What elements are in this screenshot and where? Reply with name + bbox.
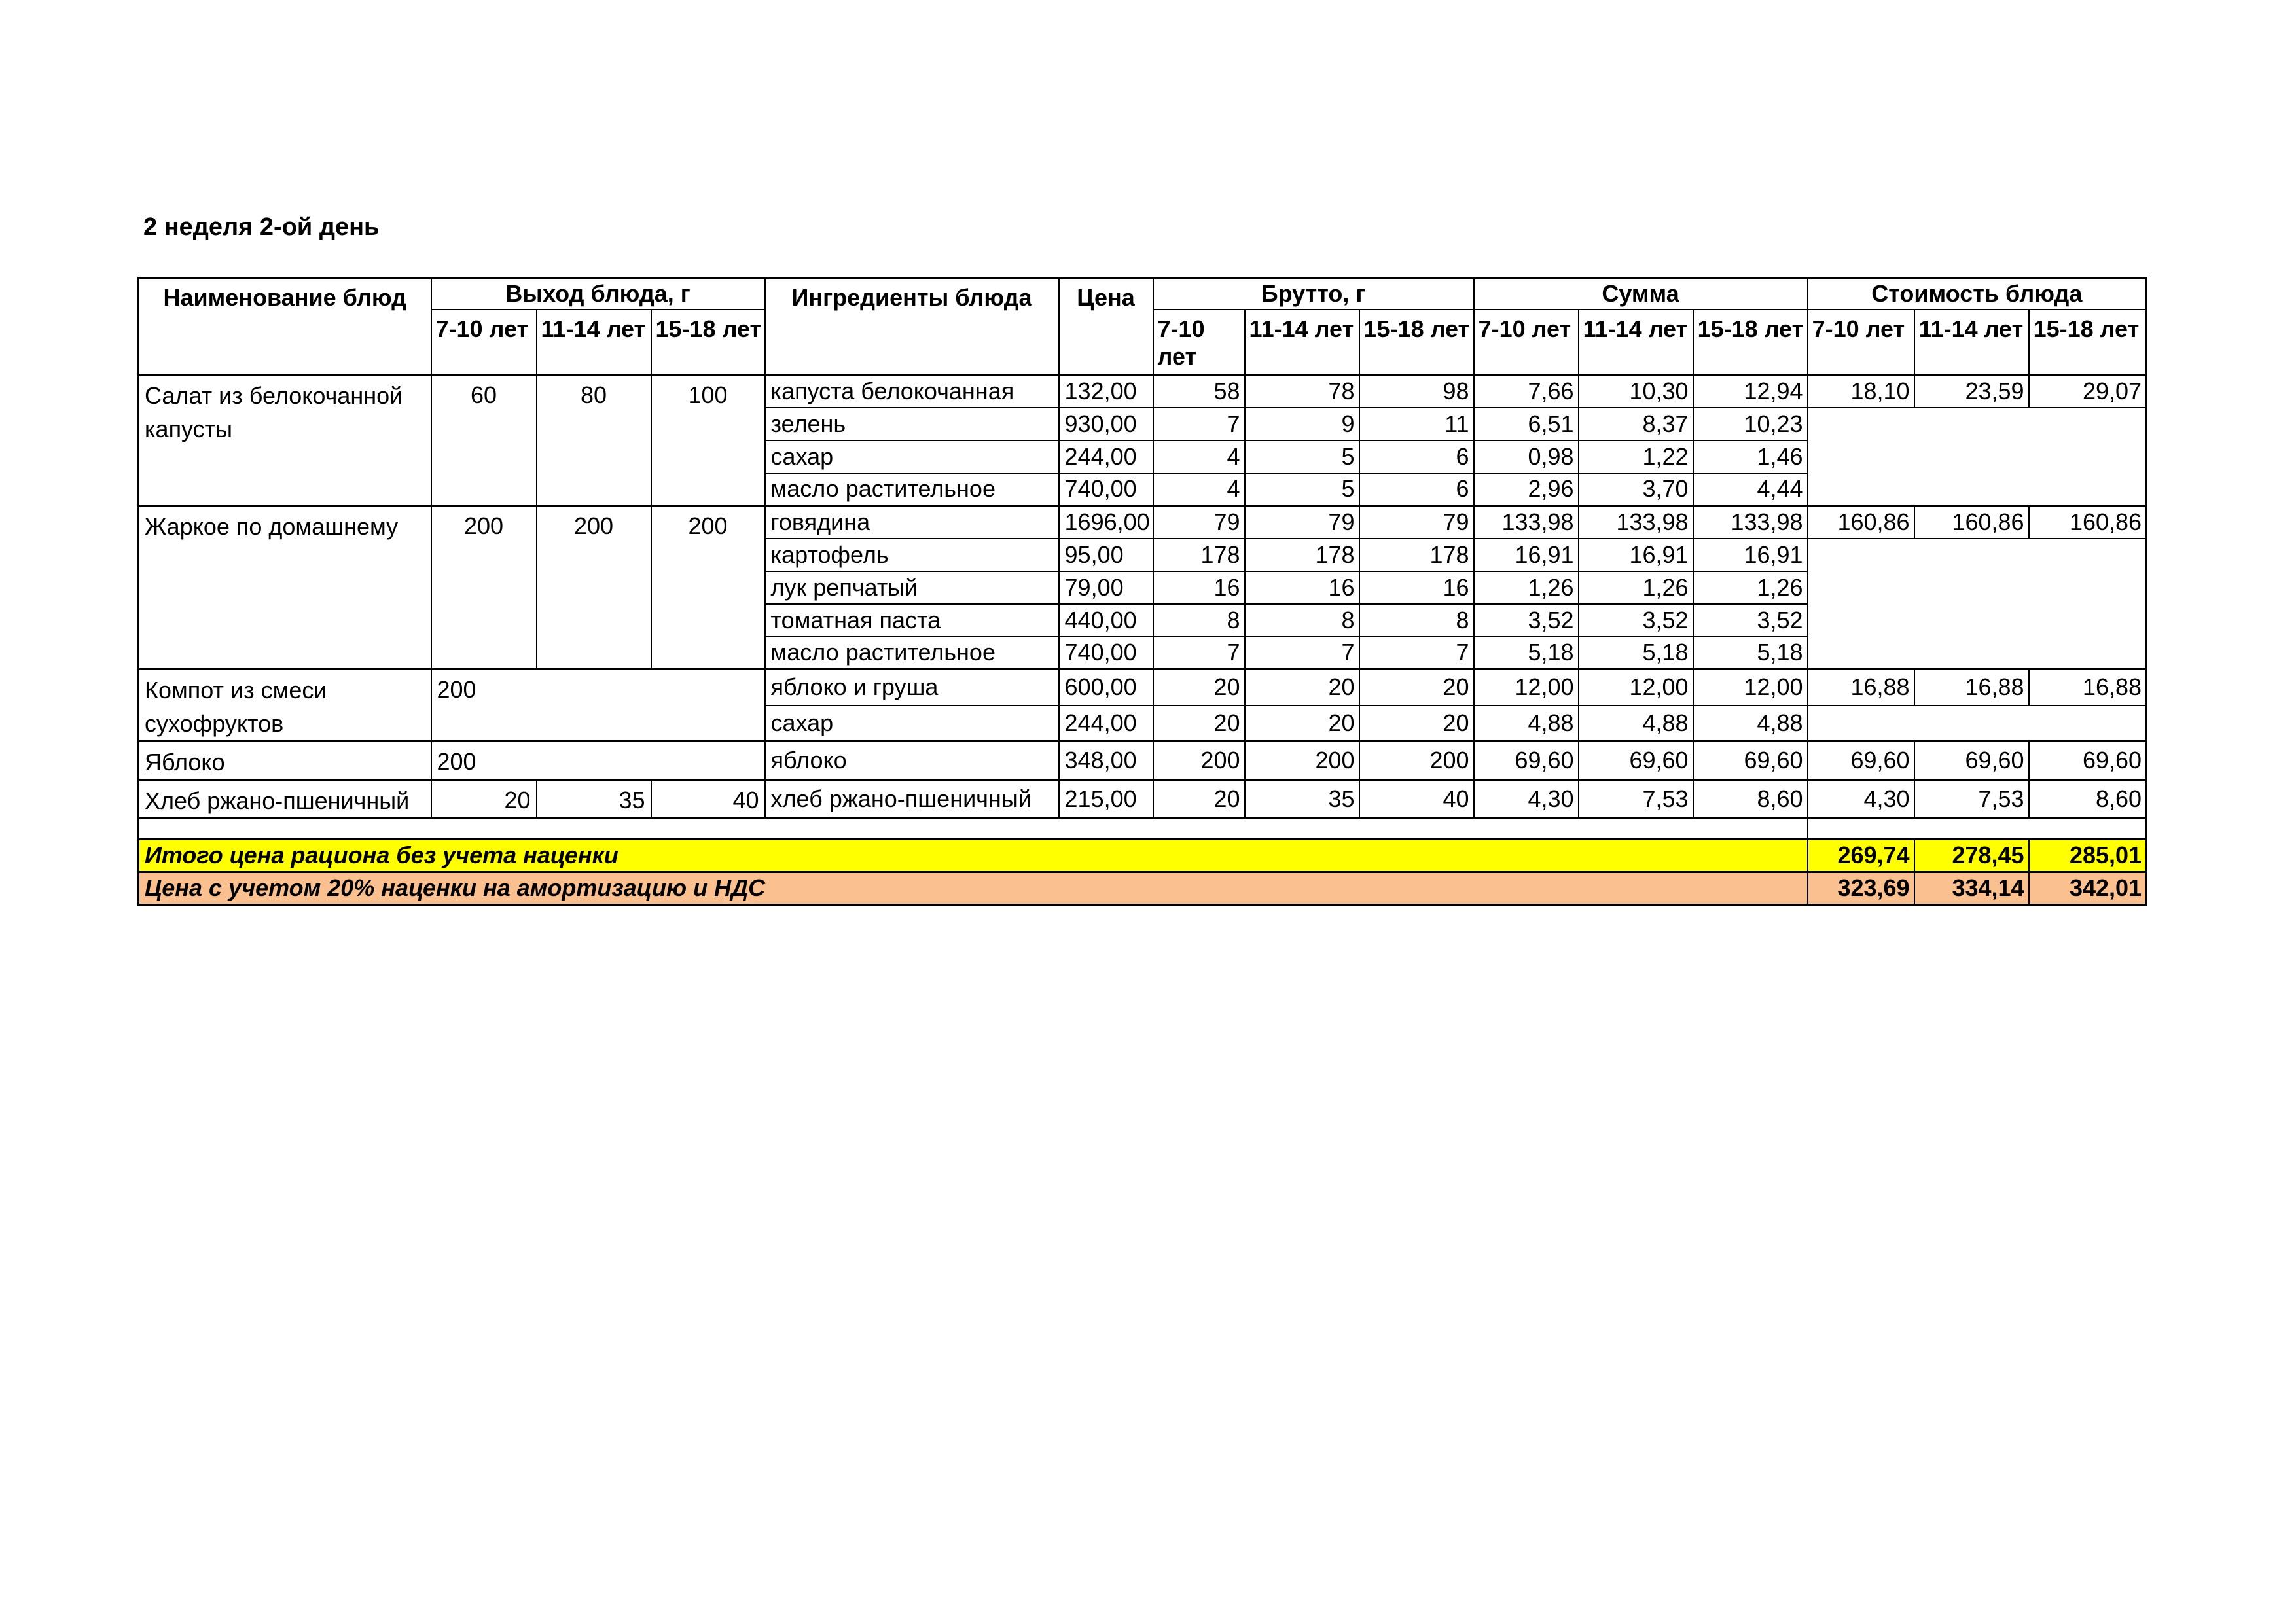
gross-value: 16: [1153, 571, 1245, 604]
total-row-value: 323,69: [1808, 872, 1914, 904]
table-row: [139, 506, 2147, 539]
sum-value: 10,30: [1579, 375, 1693, 408]
output-value: 20: [431, 780, 537, 819]
gross-value: 20: [1153, 669, 1245, 705]
cost-value: 16,88: [1808, 669, 1914, 705]
dish-name: Жаркое по домашнему: [139, 506, 431, 669]
cost-value: 16,88: [2029, 669, 2147, 705]
gross-value: 98: [1359, 375, 1474, 408]
sum-value: 3,52: [1693, 604, 1808, 637]
gross-value: 79: [1153, 506, 1245, 539]
output-value: 200: [431, 741, 765, 780]
gross-value: 20: [1245, 669, 1359, 705]
gross-value: 20: [1359, 705, 1474, 741]
sum-value: 16,91: [1693, 539, 1808, 571]
sum-value: 4,88: [1474, 705, 1579, 741]
sum-value: 2,96: [1474, 473, 1579, 506]
sum-value: 12,00: [1693, 669, 1808, 705]
col-header-age: 15-18 лет: [1359, 310, 1474, 375]
dish-name: Яблоко: [139, 741, 431, 780]
sum-value: 6,51: [1474, 408, 1579, 440]
cost-value: 69,60: [2029, 741, 2147, 780]
col-header-output: Выход блюда, г: [431, 278, 765, 310]
col-header-age: 11-14 лет: [1914, 310, 2029, 375]
ingredient-name: томатная паста: [765, 604, 1059, 637]
col-header-age: 7-10 лет: [1474, 310, 1579, 375]
sum-value: 1,46: [1693, 440, 1808, 473]
output-value: 80: [537, 375, 651, 506]
gross-value: 9: [1245, 408, 1359, 440]
sum-value: 4,44: [1693, 473, 1808, 506]
cost-merged-blank: [1808, 408, 2147, 506]
output-value: 200: [431, 669, 765, 741]
total-row-value: 334,14: [1914, 872, 2029, 904]
sum-value: 0,98: [1474, 440, 1579, 473]
cost-value: 69,60: [1914, 741, 2029, 780]
sum-value: 5,18: [1474, 637, 1579, 669]
sum-value: 12,94: [1693, 375, 1808, 408]
sum-value: 5,18: [1579, 637, 1693, 669]
spacer-cell: [1808, 818, 2147, 839]
gross-value: 35: [1245, 780, 1359, 819]
sum-value: 16,91: [1474, 539, 1579, 571]
total-row-label: Итого цена рациона без учета наценки: [139, 839, 1808, 872]
sum-value: 4,88: [1579, 705, 1693, 741]
output-value: 200: [431, 506, 537, 669]
header-row-groups: [139, 278, 2147, 310]
price-value: 348,00: [1059, 741, 1153, 780]
sum-value: 7,66: [1474, 375, 1579, 408]
ingredient-name: яблоко и груша: [765, 669, 1059, 705]
dish-name: Салат из белокочанной капусты: [139, 375, 431, 506]
ingredient-name: зелень: [765, 408, 1059, 440]
gross-value: 20: [1153, 780, 1245, 819]
price-value: 244,00: [1059, 440, 1153, 473]
gross-value: 7: [1153, 408, 1245, 440]
gross-value: 58: [1153, 375, 1245, 408]
ingredient-name: хлеб ржано-пшеничный: [765, 780, 1059, 819]
spacer-row: [139, 818, 2147, 839]
dish-name: Компот из смеси сухофруктов: [139, 669, 431, 741]
gross-value: 20: [1245, 705, 1359, 741]
gross-value: 6: [1359, 473, 1474, 506]
sum-value: 69,60: [1693, 741, 1808, 780]
sum-value: 3,70: [1579, 473, 1693, 506]
gross-value: 200: [1153, 741, 1245, 780]
sum-value: 1,22: [1579, 440, 1693, 473]
sum-value: 10,23: [1693, 408, 1808, 440]
gross-value: 6: [1359, 440, 1474, 473]
sum-value: 16,91: [1579, 539, 1693, 571]
price-value: 600,00: [1059, 669, 1153, 705]
gross-value: 79: [1359, 506, 1474, 539]
cost-value: 29,07: [2029, 375, 2147, 408]
sum-value: 1,26: [1579, 571, 1693, 604]
cost-value: 160,86: [1914, 506, 2029, 539]
gross-value: 40: [1359, 780, 1474, 819]
dish-name: Хлеб ржано-пшеничный: [139, 780, 431, 819]
col-header-age: 11-14 лет: [1245, 310, 1359, 375]
sum-value: 133,98: [1693, 506, 1808, 539]
total-row-value: 269,74: [1808, 839, 1914, 872]
cost-value: 16,88: [1914, 669, 2029, 705]
ingredient-name: масло растительное: [765, 473, 1059, 506]
col-header-gross: Брутто, г: [1153, 278, 1474, 310]
total-row-value: 285,01: [2029, 839, 2147, 872]
col-header-age: 15-18 лет: [651, 310, 765, 375]
ingredient-name: картофель: [765, 539, 1059, 571]
gross-value: 8: [1153, 604, 1245, 637]
ingredient-name: капуста белокочанная: [765, 375, 1059, 408]
price-value: 132,00: [1059, 375, 1153, 408]
sum-value: 4,30: [1474, 780, 1579, 819]
output-value: 40: [651, 780, 765, 819]
table-row: [139, 375, 2147, 408]
sum-value: 7,53: [1579, 780, 1693, 819]
gross-value: 4: [1153, 440, 1245, 473]
gross-value: 4: [1153, 473, 1245, 506]
sum-value: 133,98: [1474, 506, 1579, 539]
ingredient-name: говядина: [765, 506, 1059, 539]
gross-value: 79: [1245, 506, 1359, 539]
sum-value: 12,00: [1579, 669, 1693, 705]
ingredient-name: сахар: [765, 440, 1059, 473]
col-header-age: 7-10 лет: [431, 310, 537, 375]
total-row: [139, 839, 2147, 872]
col-header-ingredients: Ингредиенты блюда: [765, 278, 1059, 375]
ingredient-name: сахар: [765, 705, 1059, 741]
output-value: 35: [537, 780, 651, 819]
sum-value: 8,60: [1693, 780, 1808, 819]
gross-value: 7: [1153, 637, 1245, 669]
price-value: 79,00: [1059, 571, 1153, 604]
col-header-price: Цена: [1059, 278, 1153, 375]
table-row: [139, 741, 2147, 780]
gross-value: 178: [1153, 539, 1245, 571]
table-row: [139, 669, 2147, 705]
gross-value: 5: [1245, 440, 1359, 473]
gross-value: 200: [1245, 741, 1359, 780]
sum-value: 133,98: [1579, 506, 1693, 539]
col-header-age: 11-14 лет: [1579, 310, 1693, 375]
table-row: [139, 780, 2147, 819]
col-header-sum: Сумма: [1474, 278, 1808, 310]
gross-value: 200: [1359, 741, 1474, 780]
col-header-age: 7-10 лет: [1153, 310, 1245, 375]
cost-value: 4,30: [1808, 780, 1914, 819]
output-value: 100: [651, 375, 765, 506]
sum-value: 12,00: [1474, 669, 1579, 705]
col-header-cost: Стоимость блюда: [1808, 278, 2147, 310]
gross-value: 8: [1245, 604, 1359, 637]
ingredient-name: лук репчатый: [765, 571, 1059, 604]
col-header-age: 11-14 лет: [537, 310, 651, 375]
sum-value: 4,88: [1693, 705, 1808, 741]
gross-value: 178: [1359, 539, 1474, 571]
price-value: 740,00: [1059, 473, 1153, 506]
gross-value: 16: [1359, 571, 1474, 604]
page-title: 2 неделя 2-ой день: [143, 213, 380, 241]
spacer-cell: [139, 818, 1808, 839]
col-header-age: 15-18 лет: [2029, 310, 2147, 375]
gross-value: 20: [1359, 669, 1474, 705]
gross-value: 16: [1245, 571, 1359, 604]
cost-value: 69,60: [1808, 741, 1914, 780]
gross-value: 7: [1359, 637, 1474, 669]
price-value: 95,00: [1059, 539, 1153, 571]
sum-value: 1,26: [1693, 571, 1808, 604]
cost-value: 160,86: [1808, 506, 1914, 539]
cost-value: 8,60: [2029, 780, 2147, 819]
output-value: 200: [537, 506, 651, 669]
cost-value: 160,86: [2029, 506, 2147, 539]
sum-value: 5,18: [1693, 637, 1808, 669]
gross-value: 178: [1245, 539, 1359, 571]
cost-value: 7,53: [1914, 780, 2029, 819]
sum-value: 69,60: [1474, 741, 1579, 780]
cost-merged-blank: [1808, 705, 2147, 741]
cost-merged-blank: [1808, 539, 2147, 669]
ingredient-name: масло растительное: [765, 637, 1059, 669]
gross-value: 78: [1245, 375, 1359, 408]
col-header-age: 7-10 лет: [1808, 310, 1914, 375]
price-value: 1696,00: [1059, 506, 1153, 539]
ingredient-name: яблоко: [765, 741, 1059, 780]
gross-value: 20: [1153, 705, 1245, 741]
total-row-value: 342,01: [2029, 872, 2147, 904]
sum-value: 1,26: [1474, 571, 1579, 604]
gross-value: 11: [1359, 408, 1474, 440]
output-value: 200: [651, 506, 765, 669]
sum-value: 69,60: [1579, 741, 1693, 780]
gross-value: 8: [1359, 604, 1474, 637]
sum-value: 3,52: [1579, 604, 1693, 637]
total-row: [139, 872, 2147, 904]
sum-value: 8,37: [1579, 408, 1693, 440]
gross-value: 5: [1245, 473, 1359, 506]
gross-value: 7: [1245, 637, 1359, 669]
output-value: 60: [431, 375, 537, 506]
col-header-dish: Наименование блюд: [139, 278, 431, 375]
price-value: 440,00: [1059, 604, 1153, 637]
col-header-age: 15-18 лет: [1693, 310, 1808, 375]
sum-value: 3,52: [1474, 604, 1579, 637]
total-row-label: Цена с учетом 20% наценки на амортизацию и НДС: [139, 872, 1808, 904]
price-value: 930,00: [1059, 408, 1153, 440]
menu-cost-table: [137, 277, 2147, 906]
total-row-value: 278,45: [1914, 839, 2029, 872]
cost-value: 18,10: [1808, 375, 1914, 408]
price-value: 215,00: [1059, 780, 1153, 819]
price-value: 740,00: [1059, 637, 1153, 669]
cost-value: 23,59: [1914, 375, 2029, 408]
price-value: 244,00: [1059, 705, 1153, 741]
